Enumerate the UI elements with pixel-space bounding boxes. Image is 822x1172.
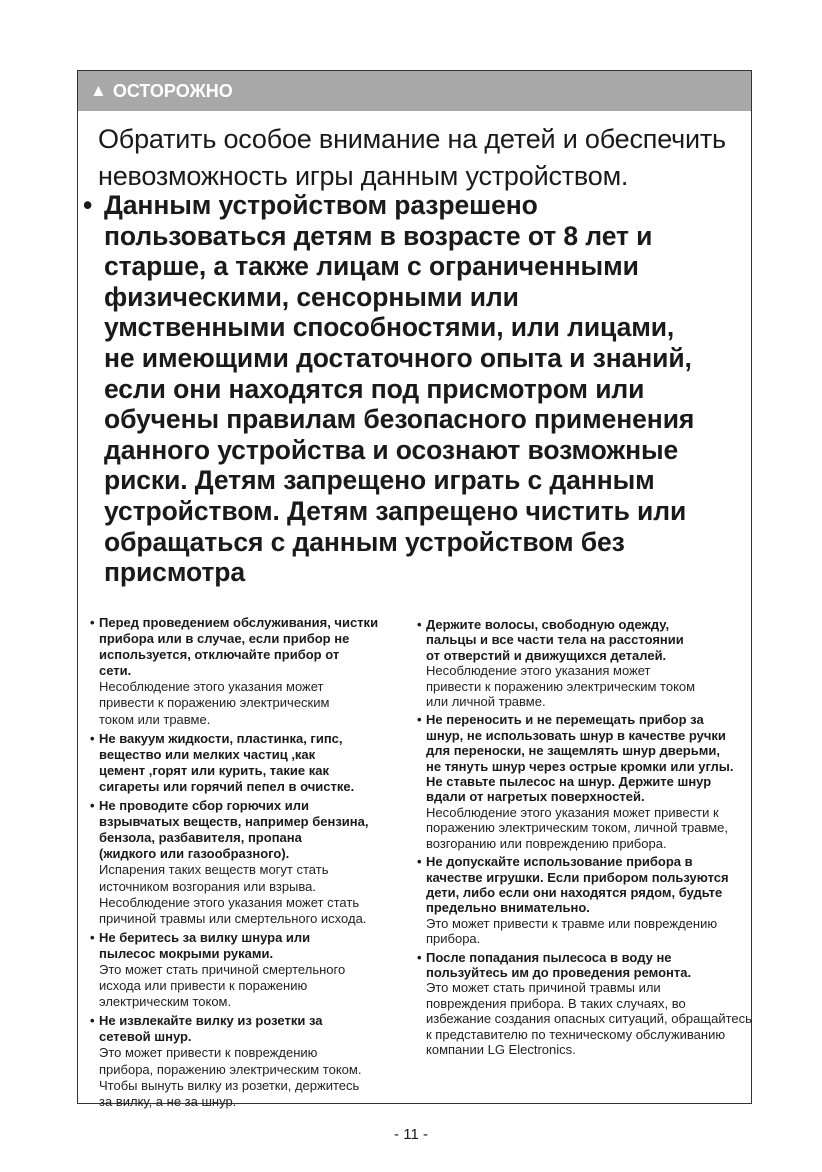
warning-item-detail-line: Несоблюдение этого указания может привести к (426, 804, 719, 820)
bullet-icon: • (90, 798, 95, 814)
warning-item-heading-line: пылесос мокрыми руками. (99, 945, 274, 961)
warning-item-detail-line: электрическим током. (99, 994, 232, 1010)
caution-box (77, 70, 752, 1109)
warning-item-detail-line: Несоблюдение этого указания может (99, 679, 324, 695)
warning-item-heading-line: взрывчатых веществ, например бензина, (99, 814, 369, 830)
warning-item-detail-line: Это может стать причиной смертельного (99, 961, 346, 977)
warning-item-detail-line: исхода или привести к поражению (99, 978, 308, 994)
main-warning-line: пользоваться детям в возрасте от 8 лет и (104, 220, 653, 251)
warning-item-detail-line: Испарения таких веществ могут стать (99, 862, 329, 878)
intro-line: невозможность игры данным устройством. (98, 161, 629, 191)
warning-item-detail-line: причиной травмы или смертельного исхода. (99, 910, 367, 926)
left-column (90, 615, 378, 1113)
warning-item-heading-line: Перед проведением обслуживания, чистки (99, 615, 379, 630)
main-warning-line: если они находятся под присмотром или (104, 373, 645, 404)
warning-item (417, 712, 752, 851)
right-column (417, 617, 752, 1060)
intro-line: Обратить особое внимание на детей и обеспечить (98, 124, 726, 154)
warning-item-heading-line: (жидкого или газообразного). (99, 846, 290, 862)
warning-item-heading-line: для переноски, не защемлять шнур дверьми, (426, 743, 720, 759)
warning-item-detail-line: привести к поражению электрическим током (426, 678, 696, 694)
warning-item (417, 950, 752, 1058)
warning-item-detail-line: компании LG Electronics. (426, 1041, 576, 1057)
page-number: - 11 - (394, 1126, 428, 1143)
main-warning-line: устройством. Детям запрещено чистить или (104, 495, 687, 526)
warning-item-heading-line: Держите волосы, свободную одежду, (426, 617, 670, 632)
warning-item-heading-line: вдали от нагретых поверхностей. (426, 789, 645, 805)
warning-item-heading-line: Не переносить и не перемещать прибор за (426, 712, 704, 728)
main-warning-line: умственными способностями, или лицами, (104, 312, 675, 343)
warning-item-detail-line: привести к поражению электрическим (99, 695, 330, 711)
warning-item-detail-line: возгоранию или повреждению прибора. (426, 835, 667, 851)
warning-item-heading-line: сети. (99, 663, 132, 679)
warning-item-detail-line: Несоблюдение этого указания может (426, 663, 651, 679)
main-warning (83, 190, 694, 588)
main-warning-line: обучены правилам безопасного применения (104, 404, 695, 435)
warning-item-heading-line: дети, либо если они находятся рядом, будьте (426, 884, 723, 900)
warning-item-heading-line: Не вакуум жидкости, пластинка, гипс, (99, 730, 343, 746)
warning-item-heading-line: используется, отключайте прибор от (99, 647, 340, 663)
main-warning-line: риски. Детям запрещено играть с данным (104, 465, 655, 496)
warning-item-heading-line: После попадания пылесоса в воду не (426, 949, 672, 965)
warning-item-detail-line: прибора. (426, 931, 481, 947)
warning-item-heading-line: пользуйтесь им до проведения ремонта. (426, 964, 692, 980)
warning-item-heading-line: Не ставьте пылесос на шнур. Держите шнур (426, 774, 712, 790)
bullet-icon: • (417, 617, 422, 632)
warning-item-heading-line: от отверстий и движущихся деталей. (426, 647, 667, 663)
warning-item-detail-line: или личной травме. (426, 694, 546, 710)
warning-item-heading-line: прибора или в случае, если прибор не (99, 631, 350, 647)
warning-item-heading-line: бензола, разбавителя, пропана (99, 830, 302, 846)
main-warning-line: обращаться с данным устройством без (104, 526, 625, 557)
warning-item-detail-line: к представителю по техническому обслуживанию (426, 1026, 726, 1042)
warning-item-detail-line: избежание создания опасных ситуаций, обращайтесь (426, 1011, 752, 1027)
bullet-icon: • (90, 615, 95, 630)
warning-item-heading-line: шнур, не использовать шнур в качестве ручки (426, 727, 726, 743)
warning-item-detail-line: Чтобы вынуть вилку из розетки, держитесь (99, 1077, 360, 1093)
bullet-icon: • (90, 929, 95, 945)
warning-item-detail-line: током или травме. (99, 711, 211, 727)
warning-item-detail-line: за вилку, а не за шнур. (99, 1093, 237, 1109)
main-warning-line: Данным устройством разрешено (104, 190, 538, 220)
warning-item-heading-line: вещество или мелких частиц ,как (99, 746, 316, 762)
warning-item-heading-line: сетевой шнур. (99, 1029, 192, 1045)
bullet-icon: • (90, 1013, 95, 1029)
warning-item-heading-line: сигареты или горячий пепел в очистке. (99, 778, 355, 794)
warning-item-heading-line: Не проводите сбор горючих или (99, 798, 309, 814)
warning-item (90, 731, 378, 795)
warning-item (90, 1013, 378, 1110)
caution-header (78, 71, 751, 111)
warning-item-detail-line: Несоблюдение этого указания может стать (99, 894, 360, 910)
bullet-icon: • (417, 949, 422, 965)
main-warning-line: данного устройства и осознают возможные (104, 434, 679, 465)
bullet-icon: • (417, 712, 422, 728)
warning-item-heading-line: качестве игрушки. Если прибором пользуются (426, 869, 729, 885)
warning-item (417, 854, 752, 946)
warning-item (417, 617, 752, 709)
bullet-icon: • (83, 190, 93, 220)
main-warning-line: старше, а также лицам с ограниченными (104, 251, 639, 282)
main-warning-line: присмотра (104, 557, 246, 588)
caution-title: ОСТОРОЖНО (112, 80, 233, 101)
warning-item-detail-line: Это может привести к травме или повреждению (426, 915, 718, 931)
warning-item (90, 798, 378, 927)
bullet-icon: • (90, 730, 95, 746)
warning-item-heading-line: пальцы и все части тела на расстоянии (426, 632, 684, 648)
intro-text (98, 121, 726, 195)
warning-item (90, 930, 378, 1010)
warning-item-detail-line: источником возгорания или взрыва. (99, 878, 317, 894)
warning-item-heading-line: предельно внимательно. (426, 900, 590, 916)
warning-triangle-icon: ▲ (90, 81, 107, 100)
warning-item-heading-line: Не беритесь за вилку шнура или (99, 929, 311, 945)
warning-item-detail-line: Это может привести к повреждению (99, 1045, 318, 1061)
warning-item-heading-line: Не допускайте использование прибора в (426, 854, 693, 870)
warning-item-detail-line: прибора, поражению электрическим током. (99, 1061, 362, 1077)
warning-item-detail-line: Это может стать причиной травмы или (426, 980, 661, 996)
main-warning-line: физическими, сенсорными или (104, 281, 519, 312)
warning-item-heading-line: Не извлекайте вилку из розетки за (99, 1013, 323, 1029)
warning-item (90, 615, 378, 728)
bullet-icon: • (417, 854, 422, 870)
warning-item-detail-line: повреждения прибора. В таких случаях, во (426, 995, 686, 1011)
warning-item-detail-line: поражению электрическим током, личной травме, (426, 820, 729, 836)
warning-item-heading-line: цемент ,горят или курить, такие как (99, 762, 329, 778)
main-warning-line: не имеющими достаточного опыта и знаний, (104, 342, 692, 373)
warning-item-heading-line: не тянуть шнур через острые кромки или углы. (426, 758, 734, 774)
